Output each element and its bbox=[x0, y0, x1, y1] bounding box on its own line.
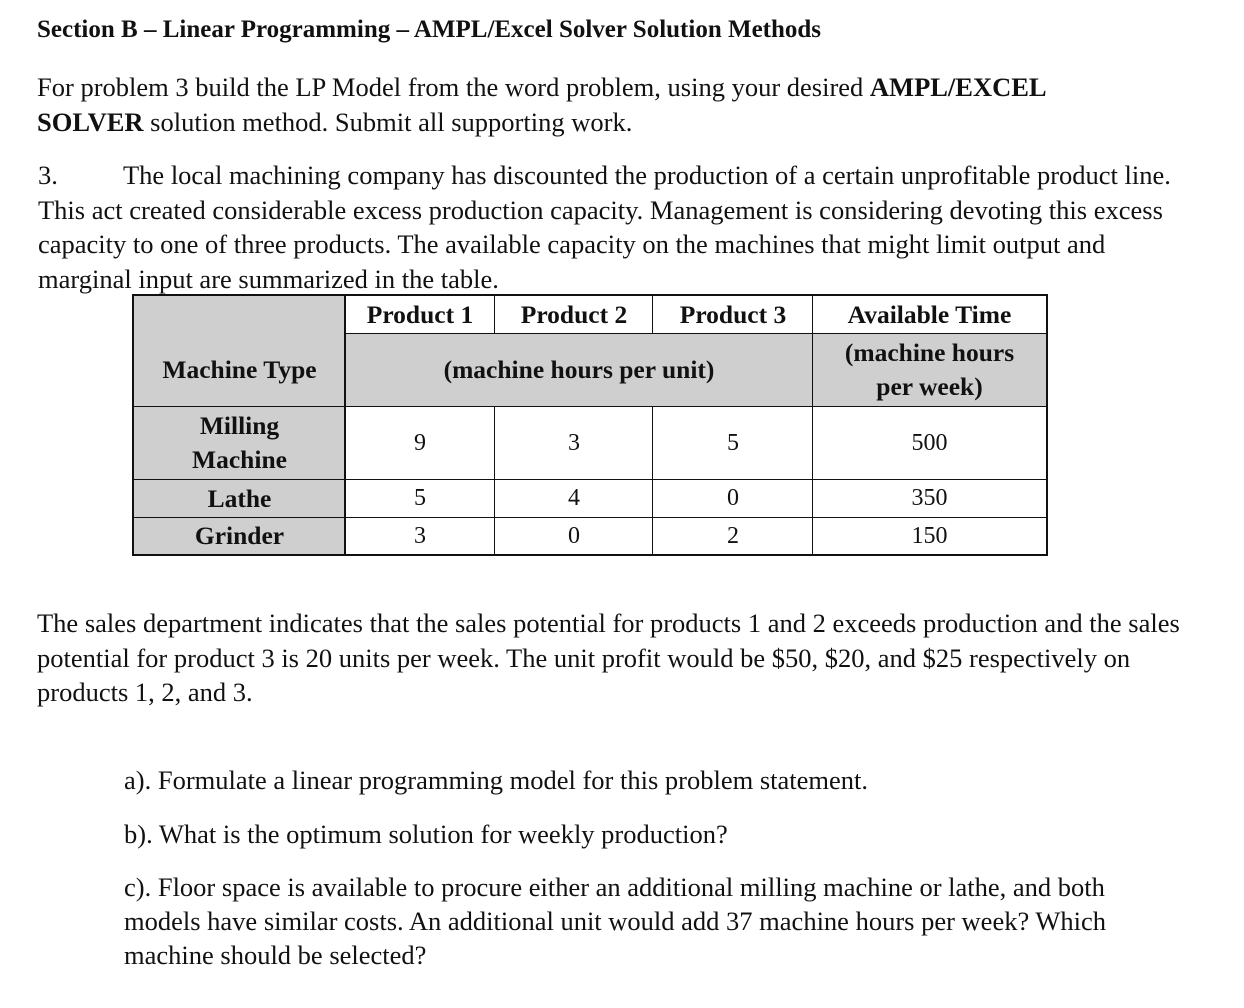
header-product-3: Product 3 bbox=[679, 300, 787, 329]
problem-text: The local machining company has discounted the production of a certain unprofitable product line. This act created considerable excess production capacity. Management is considering devoting this excess capacity to one of three products. The available capacity on the machines that might limit output and marginal input are summarized in the table. bbox=[38, 160, 1171, 294]
row-machine-grinder: Grinder bbox=[134, 518, 345, 554]
cell-grinder-p2: 0 bbox=[568, 522, 580, 549]
table-line-row2 bbox=[132, 479, 1048, 480]
row-machine-lathe: Lathe bbox=[134, 480, 345, 517]
question-c: c). Floor space is available to procure either an additional milling machine or lathe, and both models have similar costs. An additional unit would add 37 machine hours per week? Which machine should be selected? bbox=[124, 872, 1107, 970]
table-col-line-4 bbox=[812, 294, 813, 556]
cell-lathe-p3: 0 bbox=[727, 485, 739, 511]
table-border-bottom bbox=[132, 554, 1048, 556]
table-line-row1 bbox=[132, 406, 1048, 407]
table-col-line-3a bbox=[652, 294, 653, 334]
corner-cell bbox=[134, 296, 345, 334]
unit-header bbox=[345, 334, 813, 406]
cell-milling-p2: 3 bbox=[568, 429, 580, 456]
problem-number: 3. bbox=[38, 160, 58, 190]
intro-paragraph bbox=[37, 70, 1157, 139]
question-b: b). What is the optimum solution for weekly production? bbox=[124, 819, 728, 849]
cell-lathe-p1: 5 bbox=[414, 485, 426, 511]
cell-grinder-p1: 3 bbox=[414, 522, 426, 549]
available-unit-label: (machine hours per week) bbox=[844, 338, 1015, 401]
sales-paragraph: The sales department indicates that the sales potential for products 1 and 2 exceeds production and the sales potential for product 3 is 20 units per week. The unit profit would be $50, $20, and $25 respectively on products 1, 2, and 3. bbox=[37, 608, 1180, 707]
table-border-right bbox=[1046, 294, 1048, 556]
machine-type-label: Machine Type bbox=[162, 355, 317, 384]
cell-milling-p1: 9 bbox=[414, 429, 426, 456]
problem-paragraph bbox=[38, 158, 1178, 296]
cell-grinder-p3: 2 bbox=[727, 522, 739, 549]
table-line-header bbox=[345, 333, 1048, 334]
header-product-2: Product 2 bbox=[520, 300, 628, 329]
machine-type-header bbox=[134, 334, 345, 406]
table-col-line-3b bbox=[652, 406, 653, 556]
header-available-time: Available Time bbox=[847, 300, 1012, 329]
cell-lathe-p2: 4 bbox=[568, 485, 580, 511]
intro-text-before: For problem 3 build the LP Model from the word problem, using your desired bbox=[37, 72, 870, 102]
question-a: a). Formulate a linear programming model for this problem statement. bbox=[124, 765, 869, 795]
table-col-line-2b bbox=[494, 406, 495, 556]
unit-label: (machine hours per unit) bbox=[443, 355, 715, 384]
cell-milling-available: 500 bbox=[911, 429, 948, 456]
table-border-left bbox=[132, 294, 134, 556]
section-title: Section B – Linear Programming – AMPL/Excel Solver Solution Methods bbox=[37, 16, 822, 43]
table-col-line-2a bbox=[494, 294, 495, 334]
cell-lathe-available: 350 bbox=[911, 485, 948, 511]
intro-text-after: solution method. Submit all supporting work. bbox=[143, 106, 633, 137]
header-product-1: Product 1 bbox=[366, 300, 474, 329]
table-border-top bbox=[132, 294, 1048, 296]
cell-grinder-available: 150 bbox=[911, 522, 948, 549]
intro-bold-method: AMPL/EXCEL SOLVER bbox=[37, 72, 1046, 137]
available-unit-header bbox=[813, 334, 1046, 406]
table-line-row3 bbox=[132, 517, 1048, 518]
row-machine-milling: Milling Machine bbox=[134, 407, 345, 479]
table-col-line-1 bbox=[344, 294, 346, 556]
cell-milling-p3: 5 bbox=[727, 429, 739, 456]
